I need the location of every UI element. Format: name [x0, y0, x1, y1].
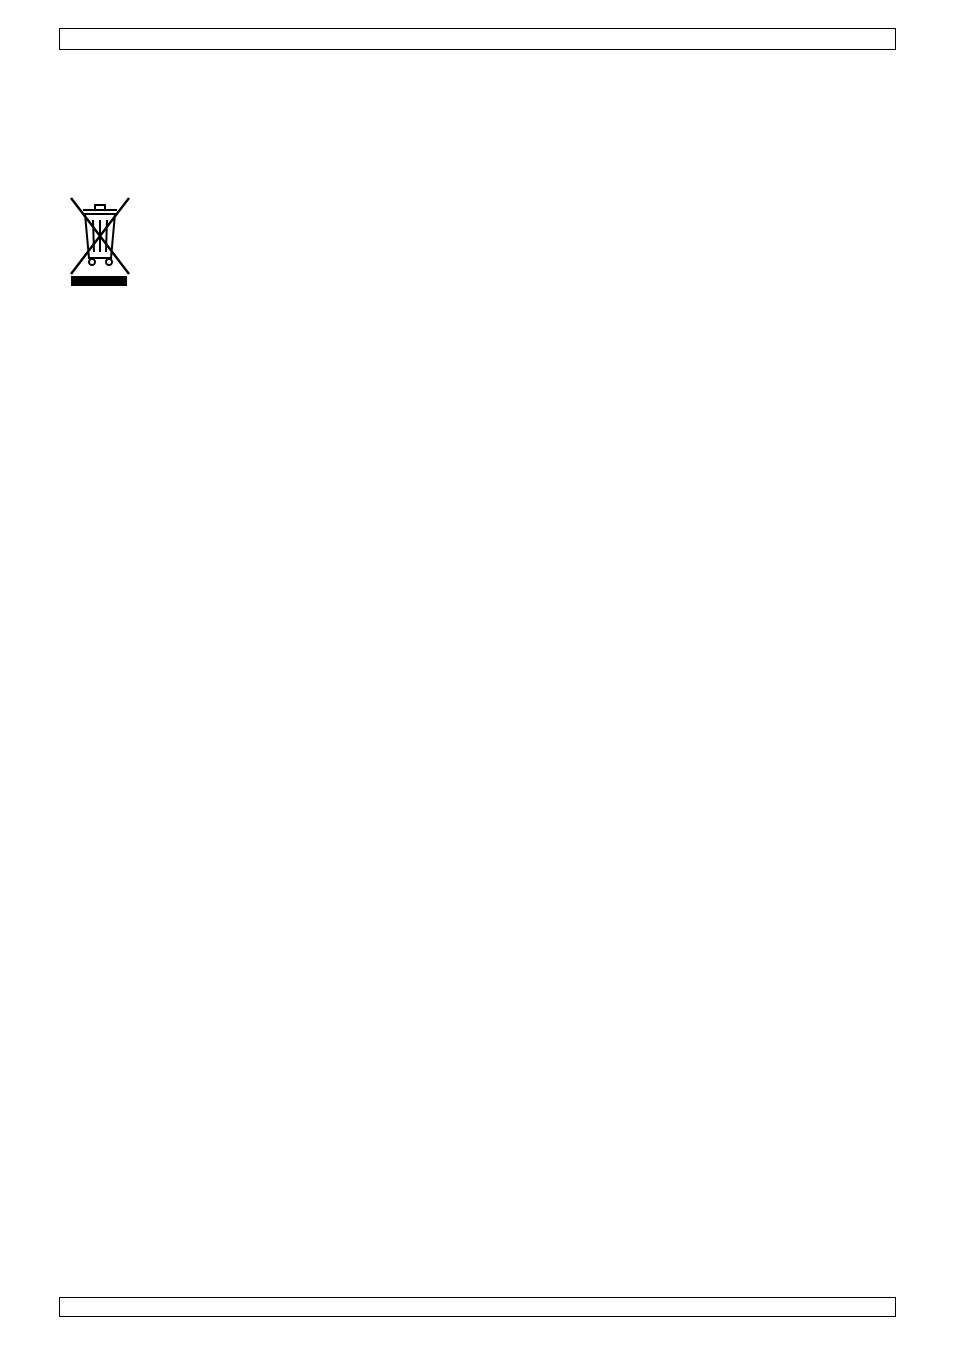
- section2-heading: [69, 366, 123, 387]
- header-model: [59, 28, 896, 50]
- section1-heading: [69, 119, 123, 140]
- weee-bin-icon: [69, 196, 131, 288]
- footer: [59, 1297, 896, 1317]
